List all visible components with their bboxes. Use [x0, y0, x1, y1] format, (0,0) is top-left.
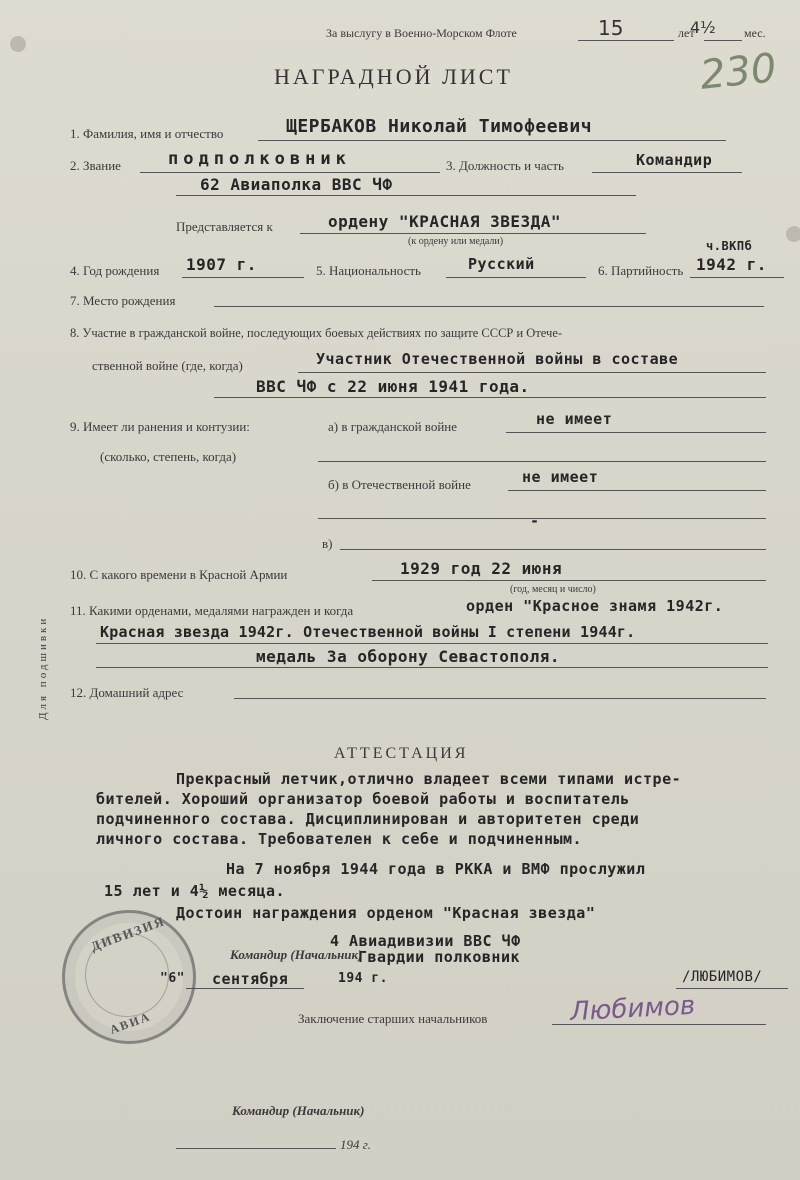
field-3-label: 3. Должность и часть — [446, 158, 564, 173]
field-2-value: подполковник — [168, 149, 351, 169]
field-5-value: Русский — [468, 255, 535, 273]
rank-line: Гвардии полковник — [358, 948, 521, 966]
archive-number: 230 — [697, 45, 779, 99]
field-6-label: 6. Партийность — [598, 263, 684, 278]
field-10-value: 1929 год 22 июня — [400, 559, 563, 578]
field-9-label: 9. Имеет ли ранения и контузии: — [70, 419, 250, 434]
field-9-value-a: не имеет — [536, 410, 613, 428]
field-8-value-2: ВВС ЧФ с 22 июня 1941 года. — [256, 377, 530, 396]
field-11-value-1: орден "Красное знамя 1942г. — [466, 597, 724, 615]
seal-top-text: ДИВИЗИЯ — [88, 913, 168, 954]
service-summary-2: 15 лет и 4½ месяца. — [104, 882, 286, 900]
date-month: сентября — [212, 970, 289, 988]
field-11-value-2: Красная звезда 1942г. Отечественной войны I степени 1944г. — [100, 623, 636, 641]
signatory-name: /ЛЮБИМОВ/ — [682, 969, 763, 985]
field-9-value-b: не имеет — [522, 468, 599, 486]
document-title: НАГРАДНОЙ ЛИСТ — [274, 64, 513, 89]
date-prefix: "6" — [160, 971, 185, 986]
field-9-sub-b: б) в Отечественной войне — [328, 477, 471, 492]
service-line-label: За выслугу в Военно-Морском Флоте — [326, 26, 517, 40]
field-4-value: 1907 г. — [186, 255, 257, 274]
field-5-label: 5. Национальность — [316, 263, 421, 278]
field-11-value-3: медаль За оборону Севастополя. — [256, 647, 560, 666]
field-9-sub-a: а) в гражданской войне — [328, 419, 458, 434]
date2: 194 г. — [340, 1137, 371, 1152]
binder-hole — [786, 226, 800, 242]
field-10-label: 10. С какого времени в Красной Армии — [70, 567, 288, 582]
presented-hint: (к ордену или медали) — [408, 236, 504, 247]
field-6-value: 1942 г. — [696, 255, 767, 274]
commander2-label: Командир (Начальник) — [232, 1103, 365, 1118]
binder-hole — [10, 36, 26, 52]
superiors-label: Заключение старших начальников — [298, 1011, 488, 1026]
presented-label: Представляется к — [176, 219, 273, 234]
attestation-line-4: личного состава. Требователен к себе и подчиненным. — [96, 830, 583, 848]
date-year: 194 г. — [338, 971, 388, 986]
field-2-label: 2. Звание — [70, 158, 121, 173]
field-8-label-1: 8. Участие в гражданской войне, последующих боевых действиях по защите СССР и Отече- — [70, 326, 563, 340]
field-6-note: ч.ВКПб — [706, 239, 753, 253]
field-3-value: Командир — [636, 151, 713, 169]
months-word: мес. — [744, 26, 766, 40]
service-months: 4½ — [690, 18, 716, 37]
field-9-note: (сколько, степень, когда) — [100, 449, 237, 464]
attestation-heading: АТТЕСТАЦИЯ — [334, 745, 469, 762]
seal-bottom-text: АВИА — [107, 1009, 153, 1037]
service-summary-1: На 7 ноября 1944 года в РККА и ВМФ прослужил — [226, 860, 646, 878]
presented-value: ордену "КРАСНАЯ ЗВЕЗДА" — [328, 212, 562, 231]
field-9-sub-v: в) — [322, 536, 333, 551]
worthy-line: Достоин награждения орденом "Красная звезда" — [176, 904, 596, 922]
unit-line: 4 Авиадивизии ВВС ЧФ — [330, 932, 521, 950]
years-word: лет — [678, 26, 695, 40]
field-1-value: ЩЕРБАКОВ Николай Тимофеевич — [286, 116, 593, 137]
field-9-dash: - — [530, 512, 540, 530]
field-3-unit: 62 Авиаполка ВВС ЧФ — [200, 175, 393, 194]
field-4-label: 4. Год рождения — [70, 263, 160, 278]
commander-label: Командир (Начальник) — [230, 947, 363, 962]
field-1-label: 1. Фамилия, имя и отчество — [70, 126, 224, 141]
attestation-line-2: бителей. Хороший организатор боевой работы и воспитатель — [96, 790, 630, 808]
field-8-label-2: ственной войне (где, когда) — [92, 358, 243, 373]
field-11-label: 11. Какими орденами, медалями награжден и когда — [70, 603, 354, 618]
attestation-line-3: подчиненного состава. Дисциплинирован и авторитетен среди — [96, 810, 640, 828]
signature: Любимов — [569, 990, 696, 1028]
field-12-label: 12. Домашний адрес — [70, 685, 184, 700]
attestation-line-1: Прекрасный летчик,отлично владеет всеми типами истре- — [176, 770, 682, 788]
official-seal — [62, 910, 196, 1044]
field-7-label: 7. Место рождения — [70, 293, 176, 308]
side-note: Для подшивки — [37, 615, 49, 720]
service-years: 15 — [598, 16, 624, 40]
field-10-hint: (год, месяц и число) — [510, 584, 596, 595]
field-8-value-1: Участник Отечественной войны в составе — [316, 350, 679, 368]
